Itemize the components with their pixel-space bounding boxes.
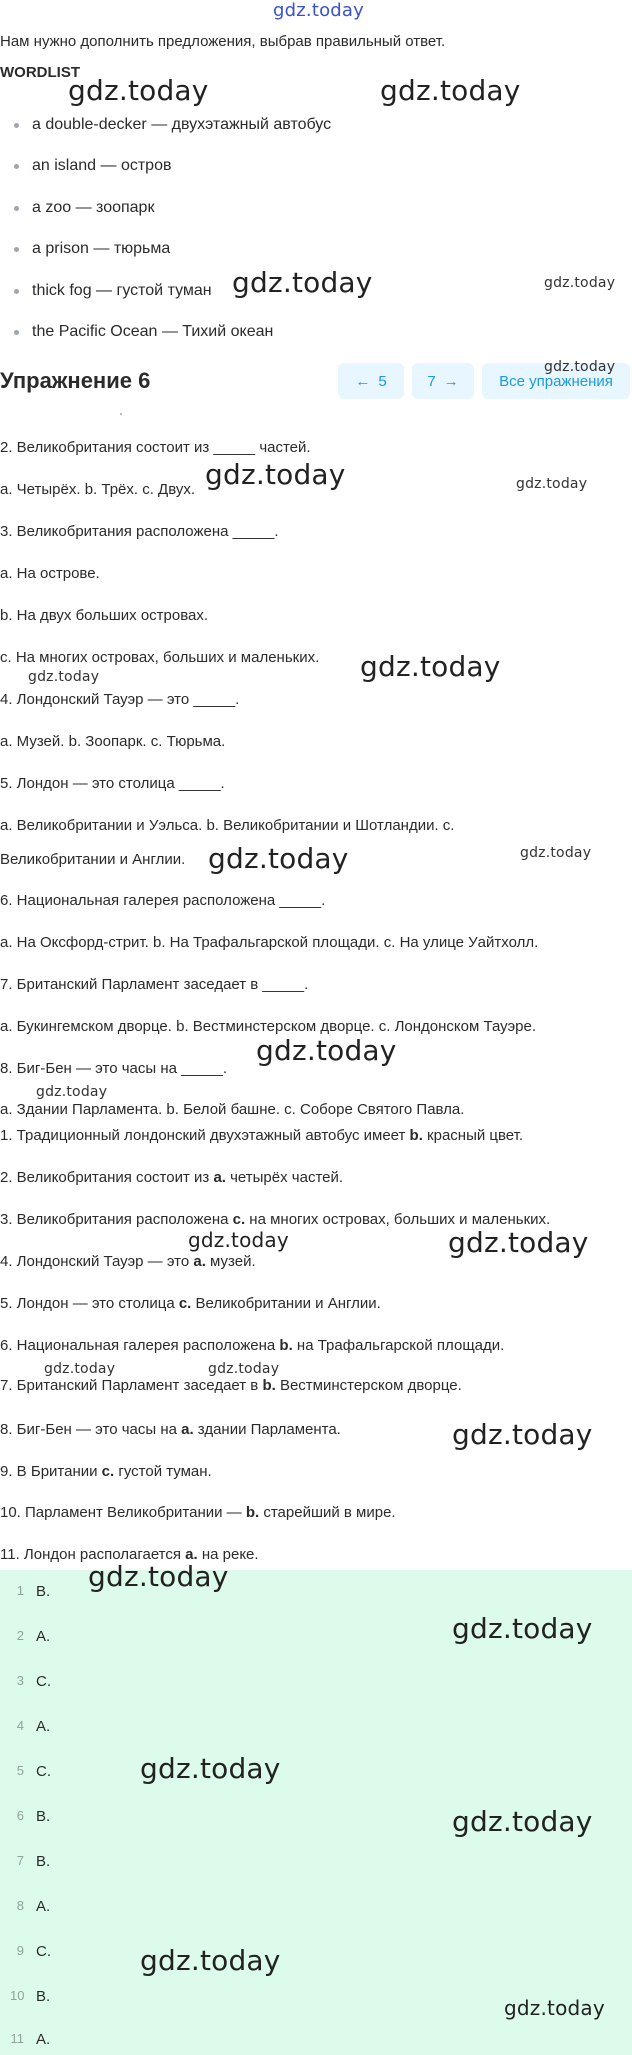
watermark: gdz.today <box>544 359 616 375</box>
watermark: gdz.today <box>380 74 521 107</box>
question-line: a. Великобритании и Уэльса. b. Великобритании и Шотландии. c. <box>0 817 455 834</box>
completed-sentence: 1. Традиционный лондонский двухэтажный автобус имеет b. красный цвет. <box>0 1127 524 1144</box>
intro-text: Нам нужно дополнить предложения, выбрав правильный ответ. <box>0 33 446 50</box>
watermark: gdz.today <box>28 669 100 685</box>
watermark: gdz.today <box>232 266 373 299</box>
wordlist-title: WORDLIST <box>0 64 80 81</box>
completed-sentence: 5. Лондон — это столица c. Великобритании и Англии. <box>0 1295 381 1312</box>
exercise-title: Упражнение 6 <box>0 368 151 393</box>
watermark: gdz.today <box>88 1560 229 1593</box>
question-line: a. Здании Парламента. b. Белой башне. c. Соборе Святого Павла. <box>0 1101 465 1118</box>
site-logo: gdz.today <box>273 0 365 21</box>
wordlist-item: a double-decker — двухэтажный автобус <box>32 116 332 133</box>
completed-sentence: 8. Биг-Бен — это часы на a. здании Парламента. <box>0 1421 341 1438</box>
watermark: gdz.today <box>140 1752 281 1785</box>
bullet-icon <box>14 330 19 335</box>
completed-sentence: 2. Великобритания состоит из a. четырёх частей. <box>0 1169 344 1186</box>
question-line: 4. Лондонский Тауэр — это _____. <box>0 691 240 708</box>
watermark: gdz.today <box>36 1084 108 1100</box>
question-line: a. На острове. <box>0 565 100 582</box>
watermark: gdz.today <box>452 1612 593 1645</box>
bullet-icon <box>14 289 19 294</box>
wordlist-item: thick fog — густой туман <box>32 282 212 299</box>
watermark: gdz.today <box>452 1418 593 1451</box>
watermark: gdz.today <box>208 1361 280 1377</box>
prev-exercise-button[interactable]: ← 5 <box>338 363 404 399</box>
question-line: 5. Лондон — это столица _____. <box>0 775 225 792</box>
next-exercise-button[interactable]: 7 → <box>412 363 474 399</box>
arrow-right-icon: → <box>443 372 459 390</box>
question-line: a. Четырёх. b. Трёх. c. Двух. <box>0 481 196 498</box>
watermark: gdz.today <box>516 476 588 492</box>
wordlist-item: a prison — тюрьма <box>32 240 171 257</box>
watermark: gdz.today <box>256 1034 397 1067</box>
completed-sentence: 7. Британский Парламент заседает в b. Вестминстерском дворце. <box>0 1377 462 1394</box>
watermark: gdz.today <box>188 1228 289 1252</box>
all-exercises-button[interactable]: Все упражнения <box>482 363 630 399</box>
question-line: 6. Национальная галерея расположена _____. <box>0 892 326 909</box>
watermark: gdz.today <box>205 458 346 491</box>
watermark: gdz.today <box>520 845 592 861</box>
question-line: a. На Оксфорд-стрит. b. На Трафальгарской площади. c. На улице Уайтхолл. <box>0 934 539 951</box>
question-line: 2. Великобритания состоит из _____ частей. <box>0 439 311 456</box>
watermark: gdz.today <box>504 1996 605 2020</box>
bullet-icon <box>14 247 19 252</box>
completed-sentence: 11. Лондон располагается a. на реке. <box>0 1546 259 1563</box>
bullet-icon <box>14 206 19 211</box>
bullet-icon <box>14 164 19 169</box>
separator-dot <box>120 413 122 415</box>
completed-sentence: 4. Лондонский Тауэр — это a. музей. <box>0 1253 256 1270</box>
wordlist-item: a zoo — зоопарк <box>32 199 155 216</box>
wordlist-item: the Pacific Ocean — Тихий океан <box>32 323 274 340</box>
watermark: gdz.today <box>452 1805 593 1838</box>
question-line: Великобритании и Англии. <box>0 851 186 868</box>
question-line: a. Музей. b. Зоопарк. c. Тюрьма. <box>0 733 226 750</box>
watermark: gdz.today <box>544 275 616 291</box>
answers-panel: 1 B. 2 A. 3 C. 4 A. 5 C. 6 B. 7 B. 8 A. 9 C. 10 B. 11 A. <box>0 1570 632 2055</box>
question-line: a. Букингемском дворце. b. Вестминстерском дворце. c. Лондонском Тауэре. <box>0 1018 536 1035</box>
completed-sentence: 3. Великобритания расположена c. на многих островах, больших и маленьких. <box>0 1211 551 1228</box>
completed-sentence: 6. Национальная галерея расположена b. на Трафальгарской площади. <box>0 1337 505 1354</box>
watermark: gdz.today <box>448 1226 589 1259</box>
question-line: b. На двух больших островах. <box>0 607 209 624</box>
watermark: gdz.today <box>208 842 349 875</box>
bullet-icon <box>14 123 19 128</box>
wordlist-item: an island — остров <box>32 157 172 174</box>
completed-sentence: 10. Парламент Великобритании — b. старейший в мире. <box>0 1504 396 1521</box>
watermark: gdz.today <box>44 1361 116 1377</box>
watermark: gdz.today <box>68 74 209 107</box>
arrow-left-icon: ← <box>355 372 371 390</box>
question-line: 8. Биг-Бен — это часы на _____. <box>0 1060 227 1077</box>
question-line: c. На многих островах, больших и маленьких. <box>0 649 320 666</box>
watermark: gdz.today <box>360 650 501 683</box>
question-line: 7. Британский Парламент заседает в _____. <box>0 976 309 993</box>
question-line: 3. Великобритания расположена _____. <box>0 523 279 540</box>
completed-sentence: 9. В Британии c. густой туман. <box>0 1463 212 1480</box>
watermark: gdz.today <box>140 1944 281 1977</box>
